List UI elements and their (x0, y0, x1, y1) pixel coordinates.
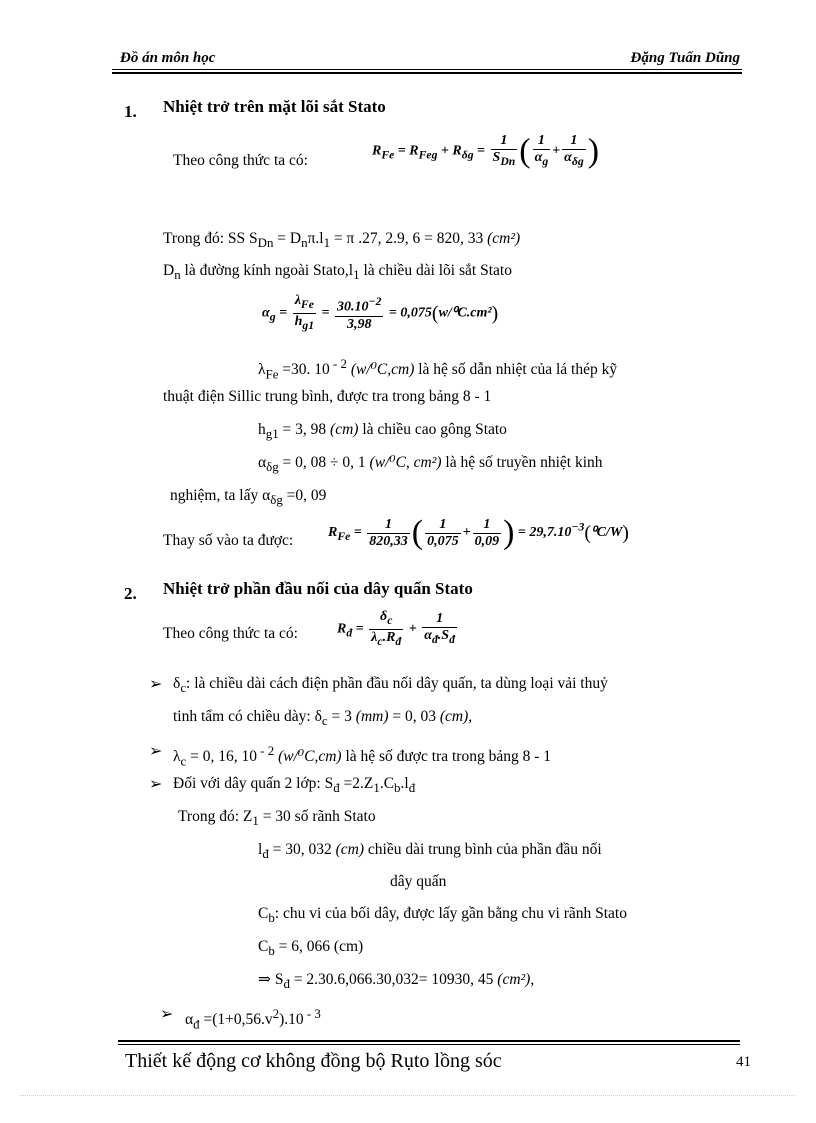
s1-alpha: $\alpha_{\delta g} = 0$, 08 ÷ 0, 1 (w/⁰C, cm²) là hệ số truyền nhiệt kinh (258, 454, 603, 475)
bullet-arrow-icon: ➢ (149, 776, 163, 793)
header-rule (112, 69, 742, 70)
formula-alpha-g: $\alpha_g$ = $\frac{\lambda_{Fe}}{h_{g1}}$ = $\frac{30.10^{-2}}{3,98}$ = 0,075(w/⁰C.cm²) (262, 293, 499, 332)
formula-rfe-result: $R_{Fe}$ = $\frac{1}{820,33}$ ( $\frac{1}{0,075}$ + $\frac{1}{0,09}$ ) = $29,7.10^{-3}(^0C/W)$ (328, 514, 629, 551)
s2-cb: $C_b$: chu vi của bối dây, được lấy gần bằng chu vi rãnh Stato (258, 905, 627, 926)
header-right: Đặng Tuấn Dũng (630, 50, 740, 66)
bullet-arrow-icon: ➢ (160, 1006, 174, 1023)
s2-sd-value: ⇒ $S_đ = 2.30.6,066.30,032= 10930$, 45 (cm²), (258, 971, 535, 992)
section-2-number: 2. (124, 584, 137, 603)
header-rule-thick (112, 72, 742, 74)
bullet-arrow-icon: ➢ (149, 676, 163, 693)
s1-alpha-cont: nghiệm, ta lấy $\alpha_{\delta g} =0$, 09 (170, 487, 327, 508)
page-bottom-dotted-line (20, 1095, 796, 1096)
s1-where: Trong đó: SS $S_{Dn} = D_n\pi.l_1 = \pi$ .27, 2.9, 6 = 820, 33 (cm²) (163, 230, 521, 251)
footer-rule (118, 1044, 740, 1045)
s2-ld: $l_đ = 30$, 032 (cm) chiều dài trung bình của phần đầu nối (258, 841, 602, 862)
s2-ld-cont: dây quấn (390, 873, 447, 890)
s2-cb-value: $C_b = 6$, 066 (cm) (258, 938, 364, 959)
formula-rfe: $R_{Fe} = R_{Feg} + R_{\delta g}$ = $\frac{1}{S_{Dn}}$ ( $\frac{1}{\alpha_g}$ + $\frac{1}{\alpha_{\delta g}}$ ) (372, 132, 600, 170)
s1-dn-desc: $D_n$ là đường kính ngoài $Stato,l_1$ là chiều dài lõi sắt Stato (163, 262, 512, 283)
section-2-title: Nhiệt trở phần đầu nối của dây quấn Stato (163, 579, 473, 598)
s1-hg: $h_{g1} = 3$, 98 (cm) là chiều cao gông Stato (258, 421, 507, 442)
s2-alpha-d: $\alpha_đ =(1+0,56.v^2).10$ $^{- 3}$ (185, 1006, 321, 1032)
page-number: 41 (736, 1054, 751, 1070)
formula-rd: $R_đ$ = $\frac{\delta_c}{\lambda_c.R_đ}$ + $\frac{1}{\alpha_đ.S_đ}$ (337, 609, 455, 648)
s2-bullet-1: $\delta_c$: là chiều dài cách điện phần đầu nối dây quấn, ta dùng loại vải thuỷ (173, 675, 608, 696)
section-1-number: 1. (124, 102, 137, 121)
s2-bullet-2: $\lambda_c = 0$, 16, 10 $^{- 2}$ (w/⁰C,cm) là hệ số được tra trong bảng 8 - 1 (173, 743, 551, 769)
s1-lambda: $\lambda_{Fe} =30$. 10 $^{- 2}$ (w/⁰C,cm) là hệ số dẫn nhiệt của lá thép kỹ (258, 356, 618, 382)
footer-title: Thiết kế động cơ không đồng bộ Rụto lồng sóc (125, 1050, 502, 1072)
s2-intro: Theo công thức ta có: (163, 625, 298, 642)
s2-bullet-1-cont: tinh tẩm có chiều dày: $\delta_c = 3$ (mm) = 0, 03 (cm), (173, 708, 473, 729)
s2-bullet-3: Đối với dây quấn 2 lớp: $S_đ =2.Z_1.C_b.l_đ$ (173, 775, 416, 796)
header-left: Đồ án môn học (120, 50, 216, 66)
s1-lambda-cont: thuật điện Sillic trung bình, được tra trong bảng 8 - 1 (163, 388, 492, 405)
section-1-title: Nhiệt trở trên mặt lõi sắt Stato (163, 97, 386, 116)
footer-rule-thick (118, 1040, 740, 1042)
s1-subst: Thay số vào ta được: (163, 532, 294, 549)
bullet-arrow-icon: ➢ (149, 743, 163, 760)
s2-z1: Trong đó: $Z_1 = 30$ số rãnh Stato (178, 808, 376, 829)
s1-intro: Theo công thức ta có: (173, 152, 308, 169)
